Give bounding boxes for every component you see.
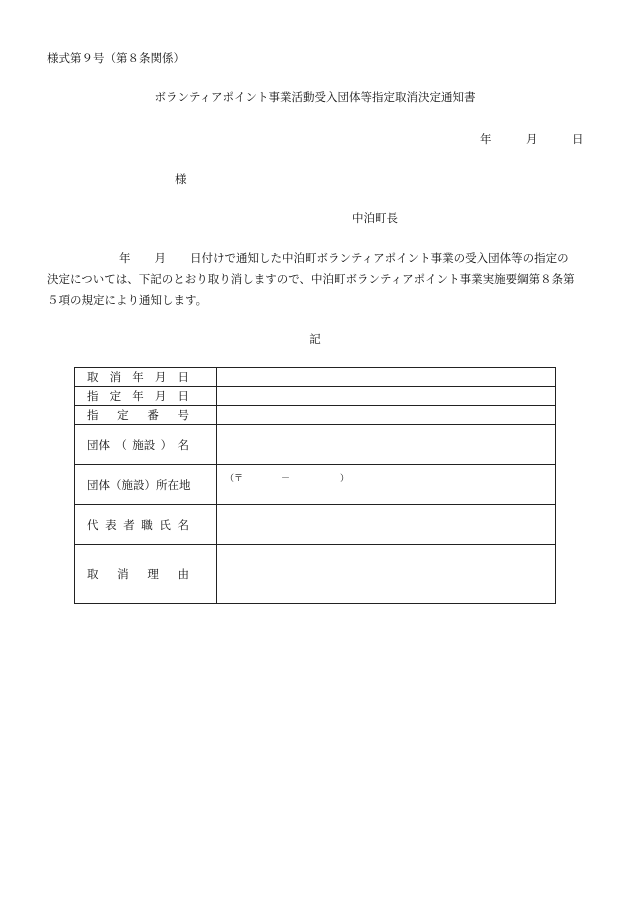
label-cancel-date: 取 消 年 月 日 bbox=[75, 368, 217, 387]
details-table bbox=[74, 367, 556, 604]
row-cancel-reason bbox=[75, 545, 556, 604]
date-day-label: 日 bbox=[572, 132, 584, 146]
label-designation-date: 指 定 年 月 日 bbox=[75, 387, 217, 406]
label-representative: 代 表 者 職 氏 名 bbox=[75, 505, 217, 545]
body-text bbox=[47, 248, 587, 311]
row-designation-date bbox=[75, 387, 556, 406]
postal-code-field: （〒 － ） bbox=[225, 474, 350, 484]
label-designation-number: 指 定 番 号 bbox=[75, 406, 217, 425]
value-cancel-reason[interactable] bbox=[217, 545, 556, 604]
value-cancel-date[interactable] bbox=[217, 368, 556, 387]
row-organization-address bbox=[75, 465, 556, 505]
label-organization-address: 団体（施設）所在地 bbox=[75, 465, 217, 505]
document-title: ボランティアポイント事業活動受入団体等指定取消決定通知書 bbox=[154, 90, 476, 104]
issuer-name: 中泊町長 bbox=[352, 211, 398, 225]
body-month: 月 bbox=[154, 251, 166, 265]
body-line-2: 決定については、下記のとおり取り消しますので、中泊町ボランティアポイント事業実施要綱第８条第 bbox=[47, 272, 575, 286]
body-line-3: ５項の規定により通知します。 bbox=[47, 293, 208, 307]
value-designation-number[interactable] bbox=[217, 406, 556, 425]
addressee-suffix: 様 bbox=[175, 172, 187, 186]
date-year-label: 年 bbox=[480, 132, 492, 146]
value-representative[interactable] bbox=[217, 505, 556, 545]
row-representative bbox=[75, 505, 556, 545]
row-designation-number bbox=[75, 406, 556, 425]
date-month-label: 月 bbox=[526, 132, 538, 146]
body-year: 年 bbox=[119, 251, 131, 265]
body-line-1 bbox=[47, 248, 587, 269]
body-line1-text: 日付けで通知した中泊町ボランティアポイント事業の受入団体等の指定の bbox=[190, 251, 569, 265]
value-organization-address[interactable] bbox=[217, 465, 556, 505]
label-cancel-reason: 取 消 理 由 bbox=[75, 545, 217, 604]
value-organization-name[interactable] bbox=[217, 425, 556, 465]
value-designation-date[interactable] bbox=[217, 387, 556, 406]
form-number: 様式第９号（第８条関係） bbox=[47, 51, 185, 65]
ki-label: 記 bbox=[309, 332, 321, 346]
row-cancel-date bbox=[75, 368, 556, 387]
row-organization-name bbox=[75, 425, 556, 465]
label-organization-name: 団体 （ 施設 ） 名 bbox=[75, 425, 217, 465]
